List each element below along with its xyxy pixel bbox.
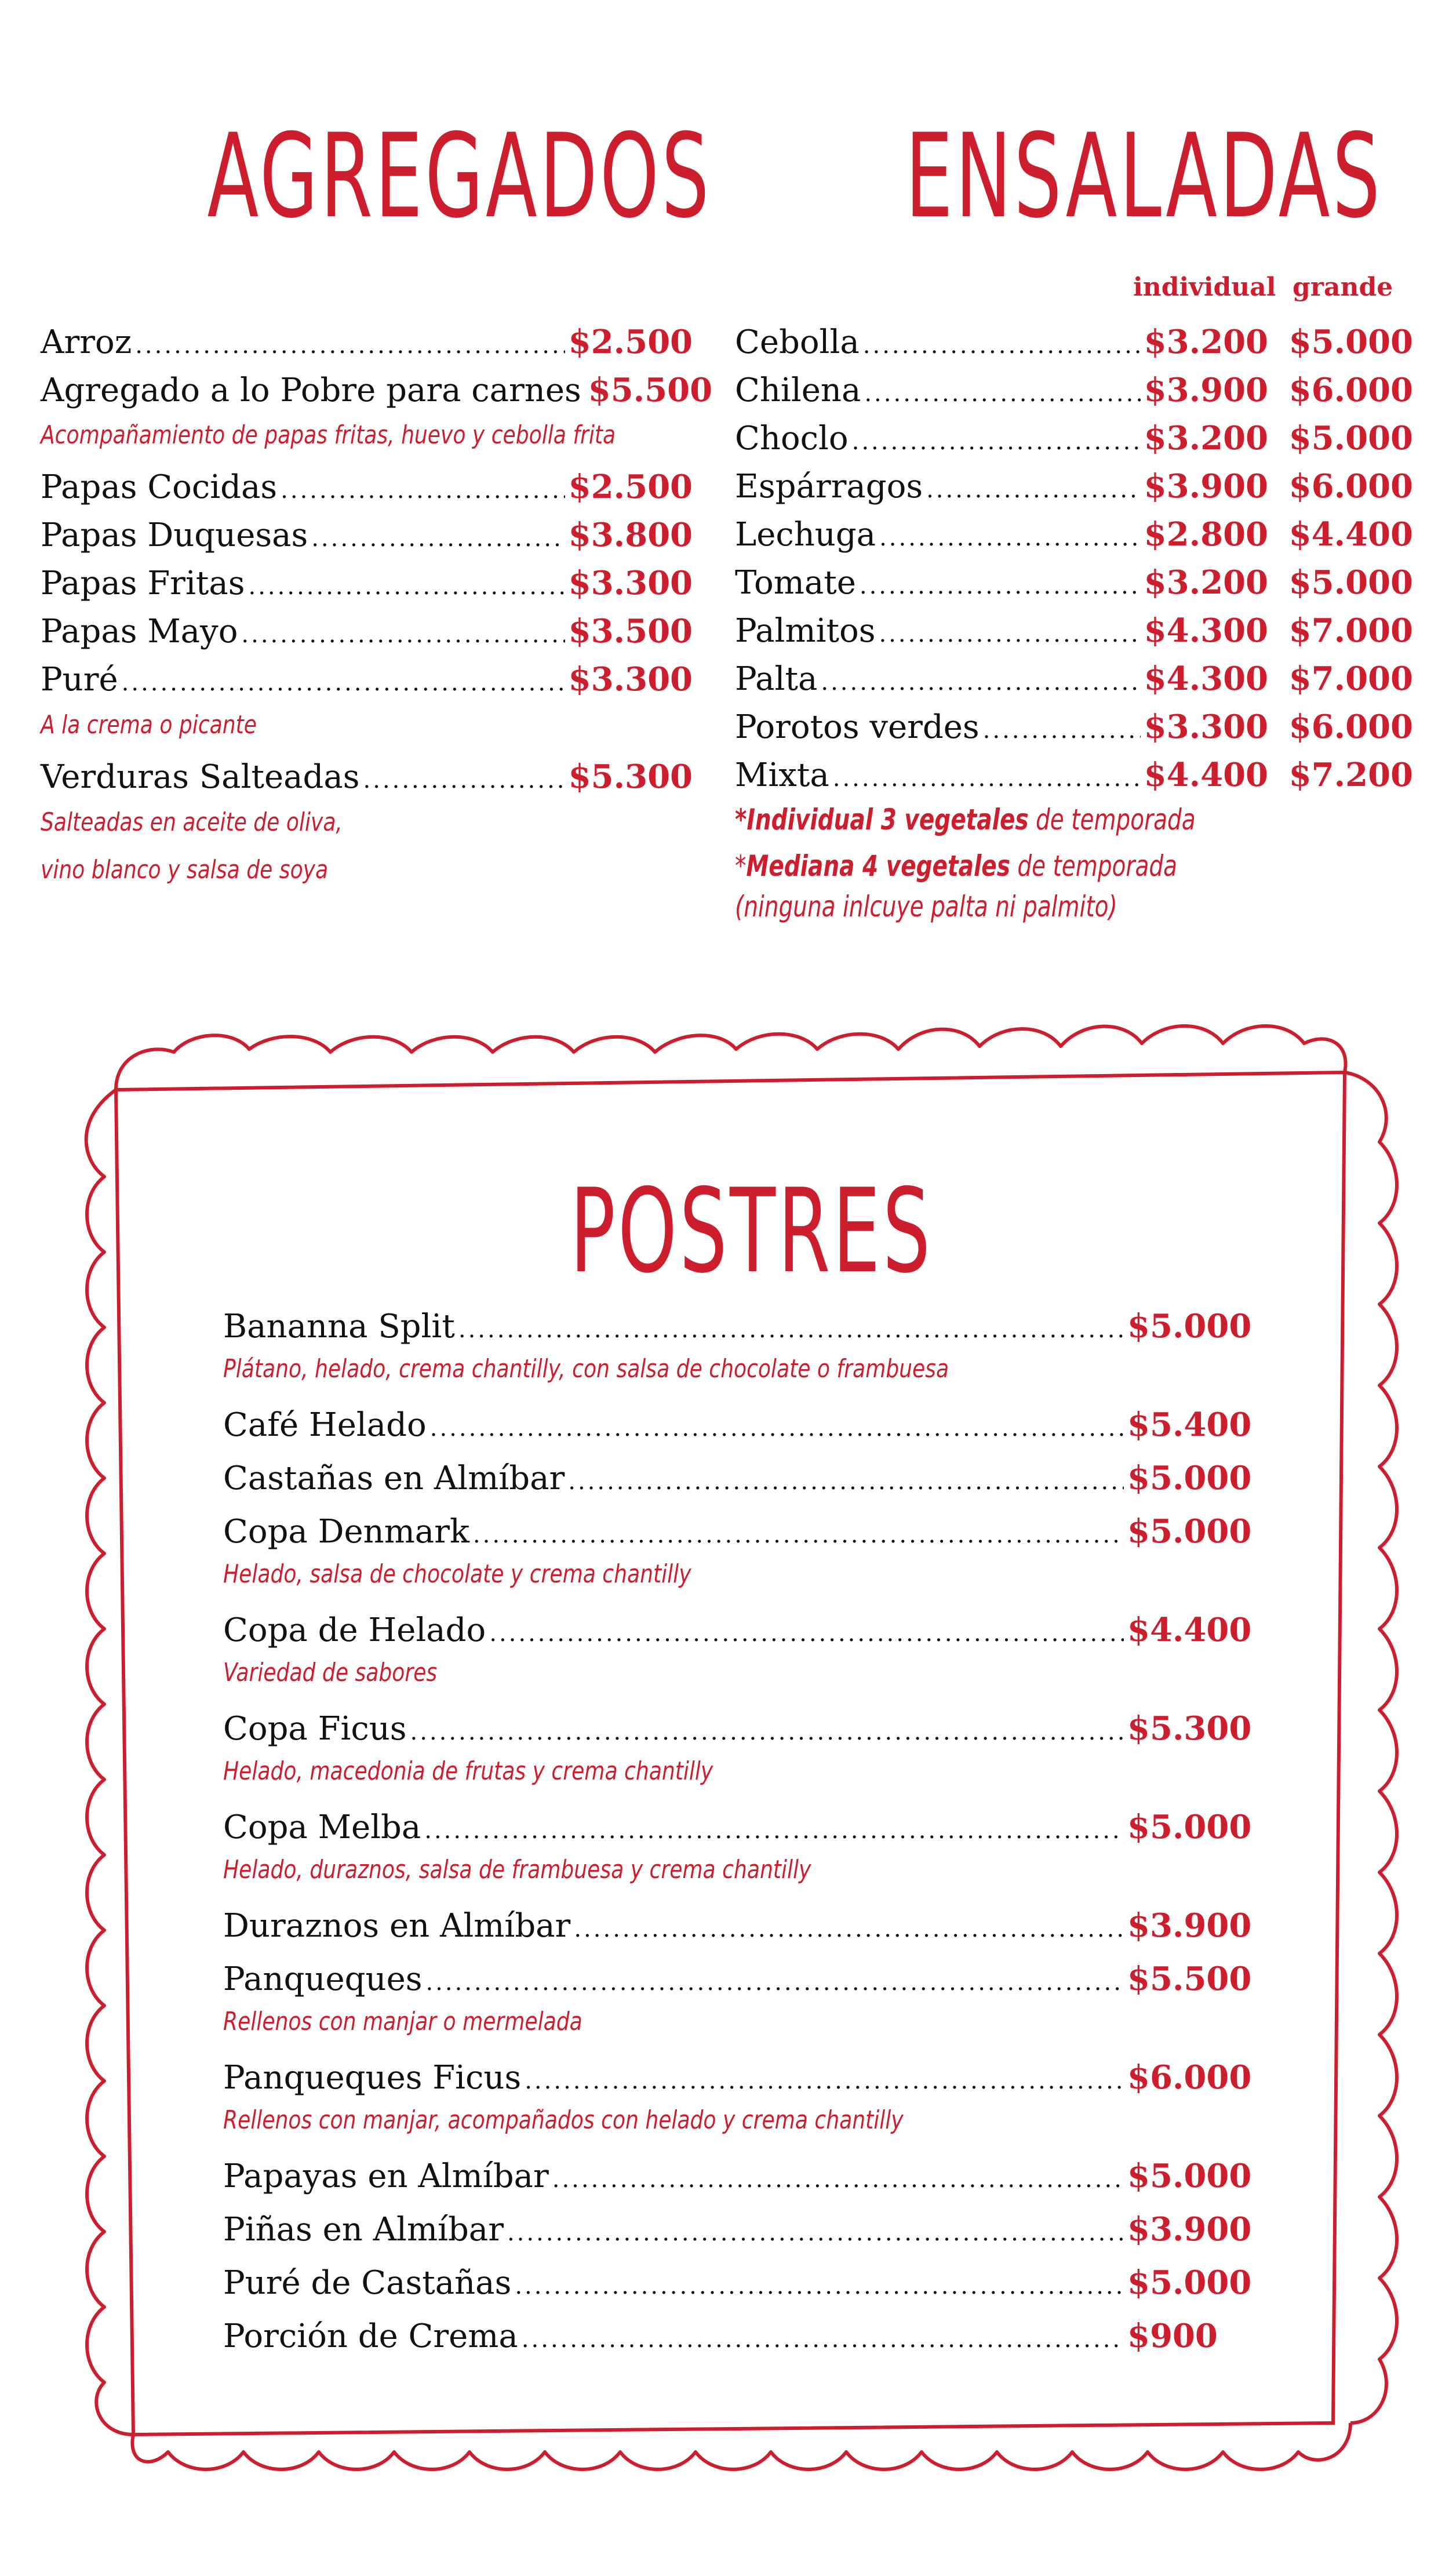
leader-dots xyxy=(135,322,565,369)
item-name: Arroz xyxy=(41,323,132,361)
item-price: $3.900 xyxy=(1127,1906,1252,1945)
item-price: $2.500 xyxy=(568,323,693,361)
agregados-item xyxy=(41,319,693,365)
item-name: Cebolla xyxy=(735,323,860,361)
item-price: $2.500 xyxy=(568,468,693,506)
item-name: Papas Cocidas xyxy=(41,468,278,506)
leader-dots xyxy=(879,611,1140,657)
item-price-grande: $6.000 xyxy=(1288,467,1413,505)
item-name: Puré de Castañas xyxy=(223,2264,512,2302)
agregados-item xyxy=(41,464,693,510)
ensalada-item xyxy=(735,463,1413,510)
leader-dots xyxy=(574,1906,1124,1952)
leader-dots xyxy=(410,1709,1124,1755)
postre-item xyxy=(223,2313,1243,2359)
item-name: Chilena xyxy=(735,372,861,409)
ensalada-item xyxy=(735,752,1413,798)
item-description: Acompañamiento de papas fritas, huevo y cebolla frita xyxy=(41,420,616,450)
item-name: Copa Ficus xyxy=(223,1710,407,1748)
leader-dots xyxy=(926,467,1141,513)
item-price: $3.900 xyxy=(1127,2210,1252,2248)
agregados-item xyxy=(41,367,713,413)
item-price: $6.000 xyxy=(1127,2058,1252,2097)
item-price-grande: $4.400 xyxy=(1288,515,1413,554)
item-description: Helado, salsa de chocolate y crema chantilly xyxy=(223,1559,691,1589)
item-name: Papas Mayo xyxy=(41,613,238,650)
item-price: $5.000 xyxy=(1127,2157,1252,2195)
item-price: $5.400 xyxy=(1127,1406,1252,1444)
leader-dots xyxy=(522,2316,1124,2363)
item-name: Piñas en Almíbar xyxy=(223,2211,504,2248)
note-text: de temporada xyxy=(1010,849,1177,883)
postre-item xyxy=(223,1508,1252,1555)
item-description: Helado, macedonia de frutas y crema chantilly xyxy=(223,1756,713,1786)
ensalada-item xyxy=(735,704,1413,750)
item-price-grande: $7.200 xyxy=(1288,756,1413,794)
ensalada-item xyxy=(735,511,1413,558)
item-price-grande: $6.000 xyxy=(1288,371,1413,409)
item-price: $5.300 xyxy=(568,758,693,796)
postre-item xyxy=(223,1455,1252,1501)
postre-item xyxy=(223,1902,1252,1949)
item-name: Lechuga xyxy=(735,516,876,554)
ensaladas-title: ENSALADAS xyxy=(905,109,1383,244)
item-name: Panqueques Ficus xyxy=(223,2059,522,2097)
item-name: Porción de Crema xyxy=(223,2317,518,2355)
item-name: Palta xyxy=(735,660,818,698)
postre-item xyxy=(223,2260,1252,2306)
leader-dots xyxy=(458,1307,1124,1353)
item-description: Variedad de sabores xyxy=(223,1658,438,1687)
item-description: Rellenos con manjar o mermelada xyxy=(223,2007,582,2036)
note-bold: Mediana 4 vegetales xyxy=(746,849,1010,883)
leader-dots xyxy=(241,612,565,658)
leader-dots xyxy=(525,2058,1124,2104)
item-name: Verduras Salteadas xyxy=(41,758,360,796)
leader-dots xyxy=(424,1807,1124,1854)
item-price: $4.400 xyxy=(1127,1611,1252,1649)
leader-dots xyxy=(363,757,565,803)
column-header-individual: individual xyxy=(1133,272,1276,302)
ensalada-item xyxy=(735,656,1413,702)
item-price: $3.300 xyxy=(568,564,693,602)
leader-dots xyxy=(249,563,565,610)
agregados-item xyxy=(41,560,693,606)
item-price: $5.500 xyxy=(1127,1960,1252,1998)
item-name: Copa Denmark xyxy=(223,1513,469,1551)
column-header-grande: grande xyxy=(1293,272,1393,302)
leader-dots xyxy=(515,2263,1124,2309)
agregados-item xyxy=(41,512,693,558)
item-price: $3.500 xyxy=(568,612,693,650)
postre-item xyxy=(223,1956,1252,2002)
item-price: $5.000 xyxy=(1127,1512,1252,1551)
item-name: Bananna Split xyxy=(223,1308,455,1345)
item-price: $5.000 xyxy=(1127,1307,1252,1345)
item-name: Mixta xyxy=(735,756,829,794)
leader-dots xyxy=(833,755,1141,802)
item-description: Helado, duraznos, salsa de frambuesa y crema chantilly xyxy=(223,1855,811,1884)
item-description: Rellenos con manjar, acompañados con helado y crema chantilly xyxy=(223,2105,904,2135)
ensaladas-note-mediana xyxy=(735,849,1177,883)
item-price-grande: $5.000 xyxy=(1288,323,1413,361)
leader-dots xyxy=(473,1512,1124,1558)
item-name: Café Helado xyxy=(223,1406,427,1444)
leader-dots xyxy=(852,419,1141,465)
ensalada-item xyxy=(735,367,1413,413)
note-text: de temporada xyxy=(1028,803,1196,836)
item-price: $5.000 xyxy=(1127,2264,1252,2302)
agregados-item xyxy=(41,754,693,800)
item-name: Palmitos xyxy=(735,612,876,650)
item-price: $900 xyxy=(1127,2317,1218,2355)
leader-dots xyxy=(568,1458,1124,1505)
ensaladas-note-exclusion: (ninguna inlcuye palta ni palmito) xyxy=(735,890,1117,923)
leader-dots xyxy=(552,2156,1124,2203)
item-price-individual: $3.300 xyxy=(1144,708,1268,746)
agregados-title: AGREGADOS xyxy=(207,109,712,244)
item-name: Tomate xyxy=(735,564,856,602)
ensalada-item xyxy=(735,607,1413,654)
item-name: Duraznos en Almíbar xyxy=(223,1907,571,1945)
item-price-individual: $3.200 xyxy=(1144,323,1268,361)
item-price-individual: $4.400 xyxy=(1144,756,1268,794)
ensalada-item xyxy=(735,559,1413,606)
postre-item xyxy=(223,1607,1252,1653)
postre-item xyxy=(223,2206,1252,2253)
item-price-grande: $7.000 xyxy=(1288,612,1413,650)
item-price: $5.000 xyxy=(1127,1808,1252,1846)
item-price-grande: $6.000 xyxy=(1288,708,1413,746)
ensalada-item xyxy=(735,415,1413,461)
item-description: vino blanco y salsa de soya xyxy=(41,855,329,885)
ensaladas-note-individual xyxy=(735,803,1196,836)
agregados-item xyxy=(41,608,693,654)
item-name: Puré xyxy=(41,661,118,698)
leader-dots xyxy=(821,659,1140,705)
item-description: Salteadas en aceite de oliva, xyxy=(41,807,343,837)
item-name: Copa Melba xyxy=(223,1809,421,1846)
item-name: Castañas en Almíbar xyxy=(223,1460,565,1497)
item-name: Papas Duquesas xyxy=(41,516,308,554)
postre-item xyxy=(223,1303,1252,1349)
item-price-individual: $3.900 xyxy=(1144,371,1268,409)
item-price-individual: $3.900 xyxy=(1144,467,1268,505)
leader-dots xyxy=(507,2210,1124,2256)
postre-item xyxy=(223,2054,1252,2101)
leader-dots xyxy=(430,1405,1124,1451)
item-name: Agregado a lo Pobre para carnes xyxy=(41,372,581,409)
leader-dots xyxy=(122,660,565,706)
item-price-individual: $4.300 xyxy=(1144,660,1268,698)
item-price-individual: $3.200 xyxy=(1144,419,1268,457)
postres-title: POSTRES xyxy=(570,1164,933,1299)
item-name: Panqueques xyxy=(223,1960,423,1998)
agregados-item xyxy=(41,656,693,703)
item-name: Copa de Helado xyxy=(223,1611,486,1649)
note-star: * xyxy=(735,849,747,883)
leader-dots xyxy=(489,1610,1124,1657)
leader-dots xyxy=(864,370,1140,417)
postre-item xyxy=(223,1804,1252,1850)
note-bold: *Individual 3 vegetales xyxy=(735,803,1029,836)
item-price: $5.300 xyxy=(1127,1709,1252,1748)
leader-dots xyxy=(860,563,1141,609)
item-price: $5.500 xyxy=(588,371,713,409)
item-price-individual: $3.200 xyxy=(1144,563,1268,602)
leader-dots xyxy=(311,515,565,562)
item-price-grande: $7.000 xyxy=(1288,660,1413,698)
item-name: Choclo xyxy=(735,420,849,457)
item-price: $3.800 xyxy=(568,516,693,554)
item-price-grande: $5.000 xyxy=(1288,563,1413,602)
leader-dots xyxy=(425,1959,1124,2006)
item-description: A la crema o picante xyxy=(41,710,257,740)
item-name: Porotos verdes xyxy=(735,708,980,746)
item-price-grande: $5.000 xyxy=(1288,419,1413,457)
item-price-individual: $4.300 xyxy=(1144,612,1268,650)
leader-dots xyxy=(983,707,1141,754)
item-name: Papas Fritas xyxy=(41,565,245,602)
postre-item xyxy=(223,1402,1252,1448)
item-price: $3.300 xyxy=(568,660,693,698)
item-name: Papayas en Almíbar xyxy=(223,2157,549,2195)
item-price: $5.000 xyxy=(1127,1459,1252,1497)
postre-item xyxy=(223,1705,1252,1752)
postre-item xyxy=(223,2153,1252,2199)
leader-dots xyxy=(281,467,565,514)
item-price-individual: $2.800 xyxy=(1144,515,1268,554)
leader-dots xyxy=(879,515,1141,561)
item-name: Espárragos xyxy=(735,468,923,505)
leader-dots xyxy=(863,322,1141,369)
ensalada-item xyxy=(735,319,1413,365)
item-description: Plátano, helado, crema chantilly, con salsa de chocolate o frambuesa xyxy=(223,1354,949,1384)
